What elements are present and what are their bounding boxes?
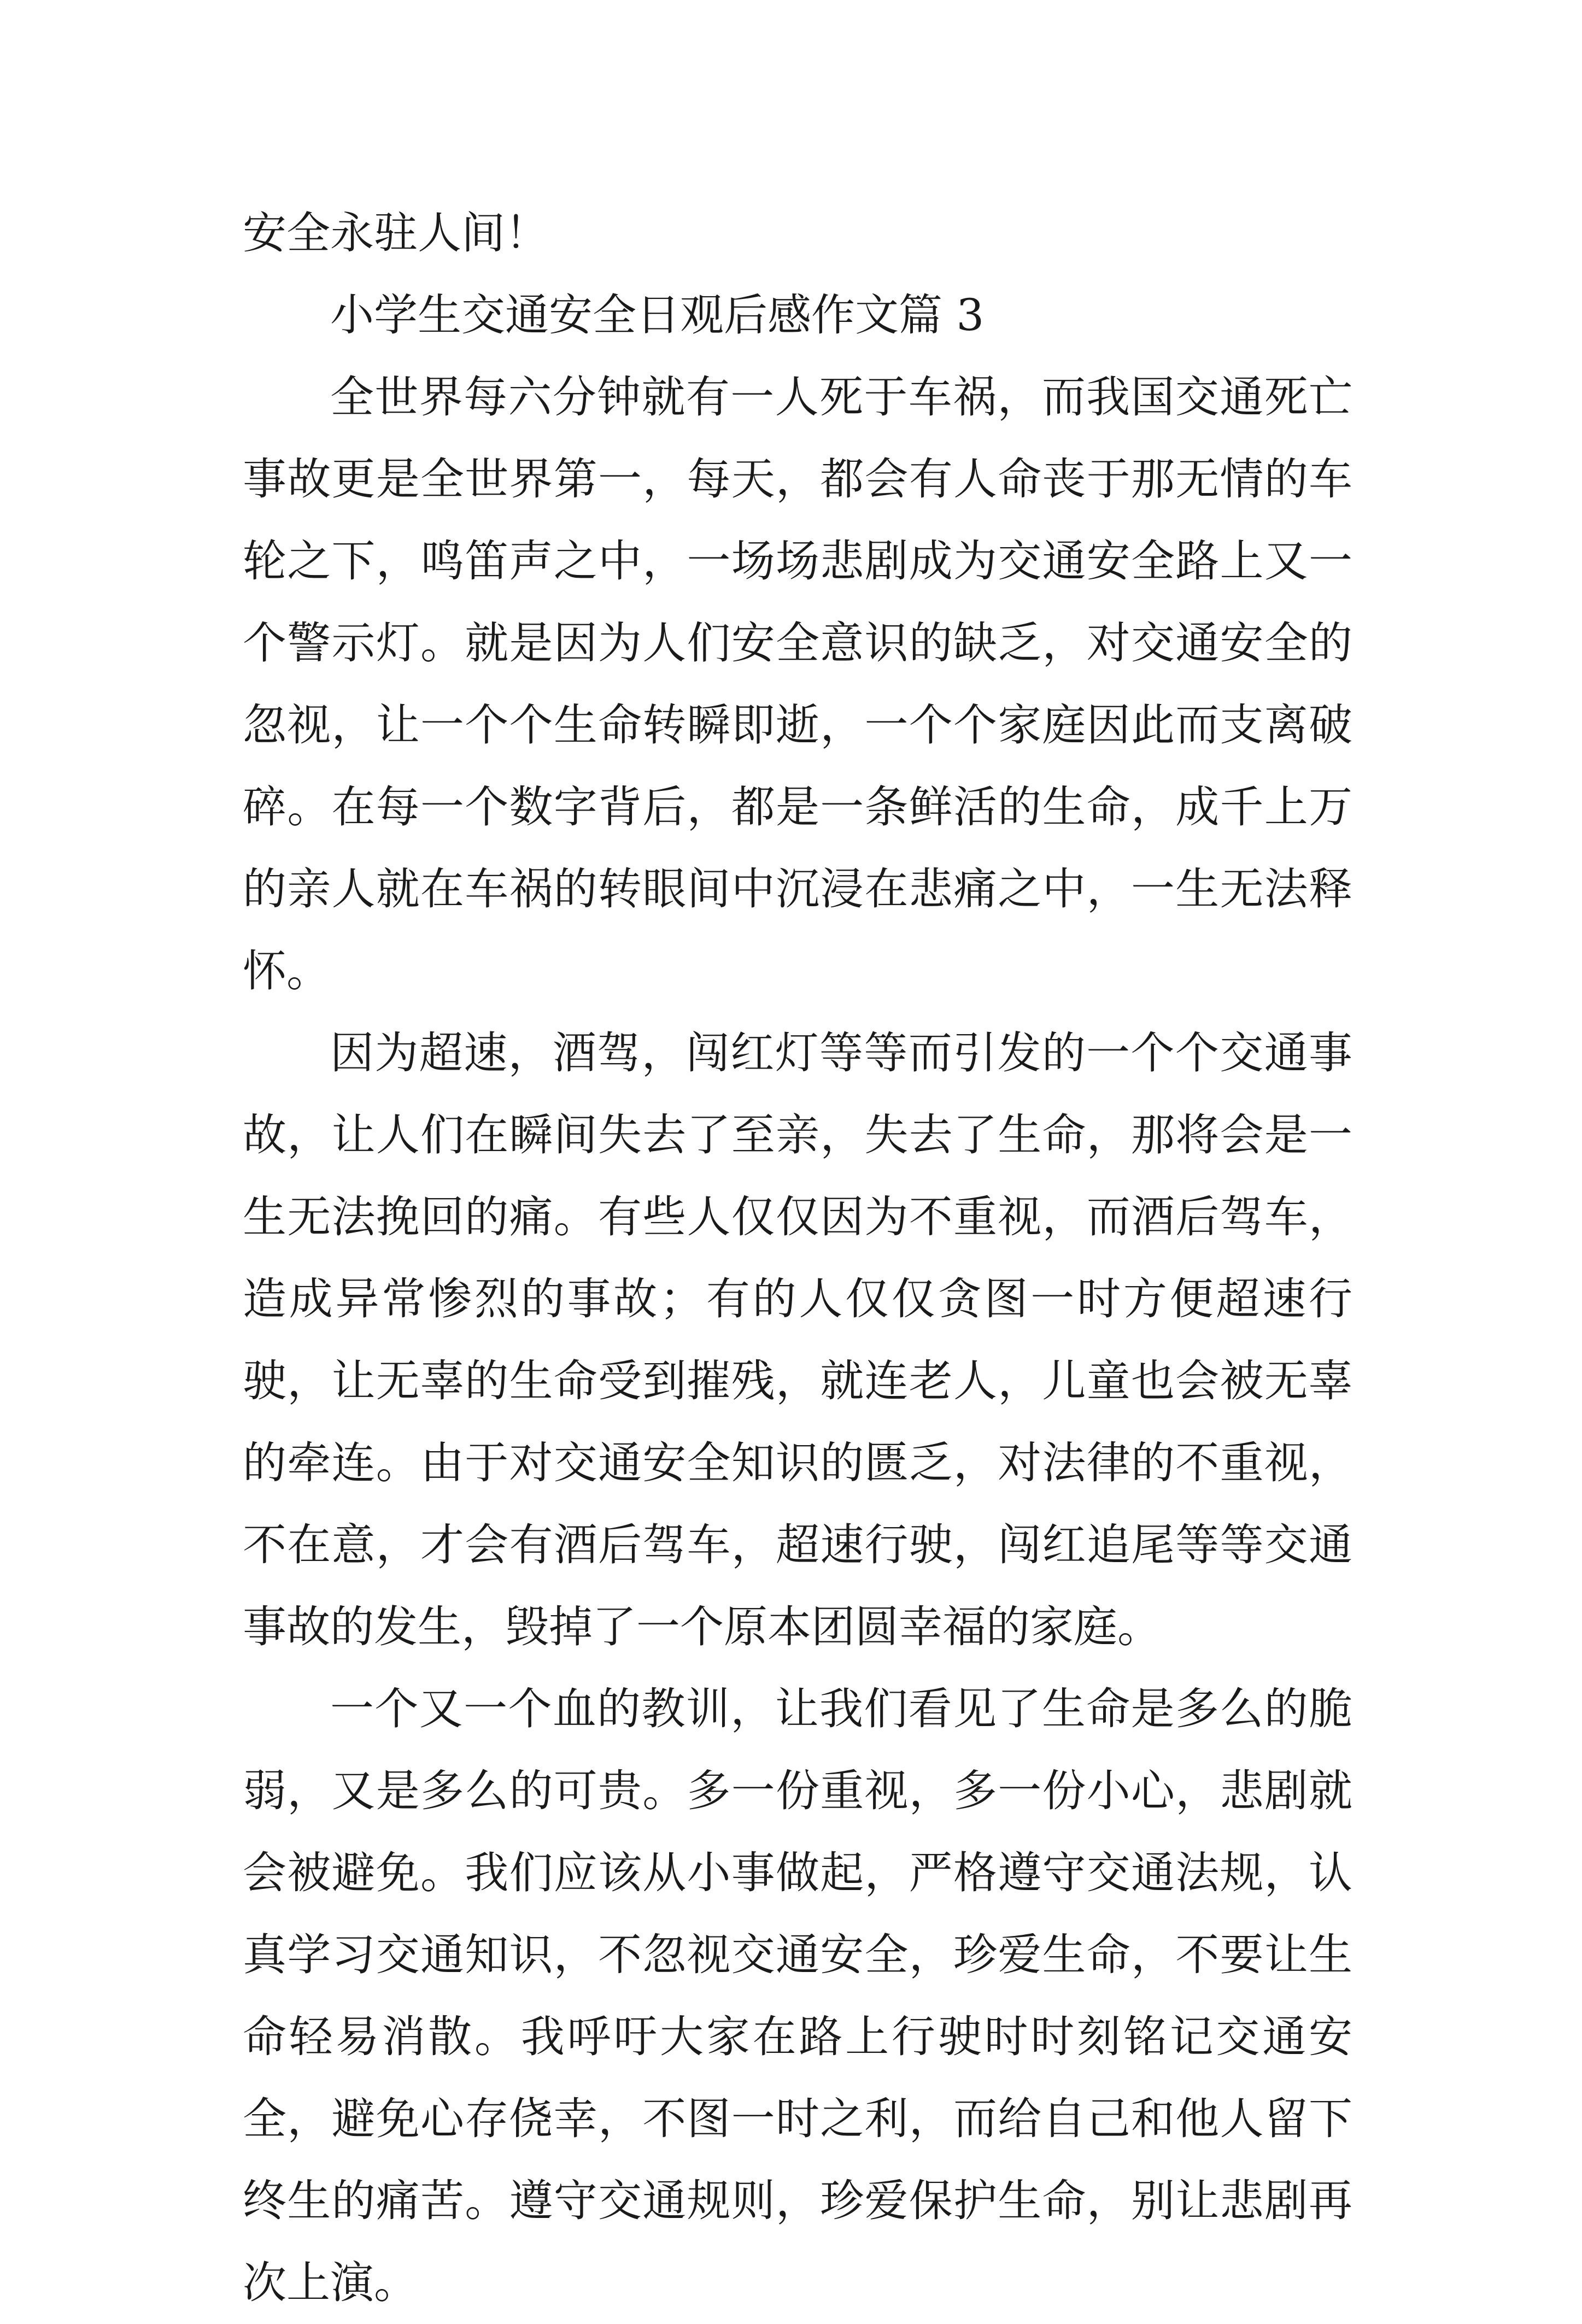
paragraph-3: 一个又一个血的教训，让我们看见了生命是多么的脆弱，又是多么的可贵。多一份重视，多一份小心，悲剧就会被避免。我们应该从小事做起，严格遵守交通法规，认真学习交通知识，不忽视交通安全，珍爱生命，不要让生命轻易消散。我呼吁大家在路上行驶时时刻铭记交通安全，避免心存侥幸，不图一时之利，而给自己和他人留下终生的痛苦。遵守交通规则，珍爱保护生命，别让悲剧再次上演。	[243, 1683, 1352, 2308]
paragraph-1: 全世界每六分钟就有一人死于车祸，而我国交通死亡事故更是全世界第一，每天，都会有人命丧于那无情的车轮之下，鸣笛声之中，一场场悲剧成为交通安全路上又一个警示灯。就是因为人们安全意识的缺乏，对交通安全的忽视，让一个个生命转瞬即逝，一个个家庭因此而支离破碎。在每一个数字背后，都是一条鲜活的生命，成千上万的亲人就在车祸的转眼间中沉浸在悲痛之中，一生无法释怀。	[243, 372, 1352, 996]
continuation-line: 安全永驻人间！	[243, 208, 549, 259]
paragraph-2: 因为超速，酒驾，闯红灯等等而引发的一个个交通事故，让人们在瞬间失去了至亲，失去了生命，那将会是一生无法挽回的痛。有些人仅仅因为不重视，而酒后驾车，造成异常惨烈的事故；有的人仅仅贪图一时方便超速行驶，让无辜的生命受到摧残，就连老人，儿童也会被无辜的牵连。由于对交通安全知识的匮乏，对法律的不重视，不在意，才会有酒后驾车，超速行驶，闯红追尾等等交通事故的发生，毁掉了一个原本团圆幸福的家庭。	[243, 1028, 1352, 1652]
article-body	[243, 192, 1352, 2324]
article-heading: 小学生交通安全日观后感作文篇 3	[330, 290, 985, 341]
